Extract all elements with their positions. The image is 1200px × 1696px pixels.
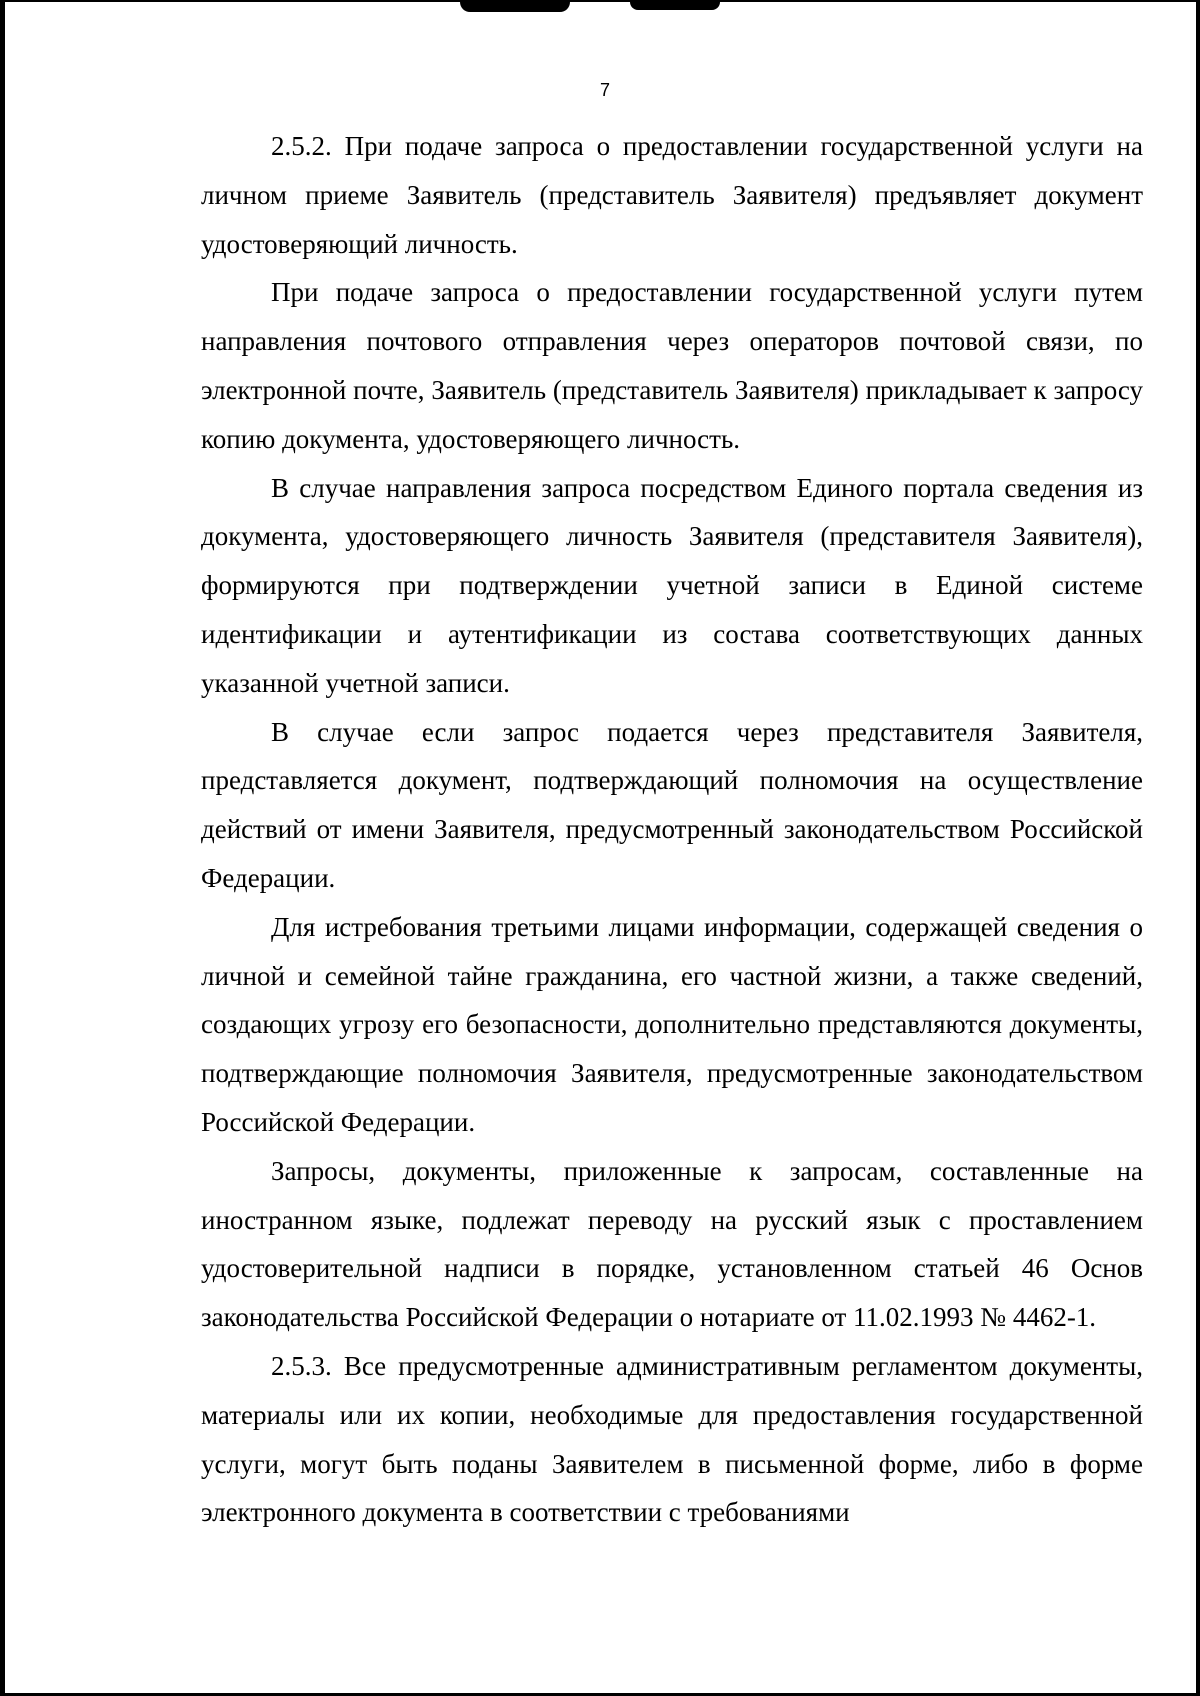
paragraph-unified-portal: В случае направления запроса посредством Единого портала сведения из документа, удостоверяющего личность Заявителя (представителя Заявителя), формируются при подтверждении учетной записи в Единой системе идентификации и аутентификации из состава соответствующих данных указанной учетной записи. [201, 472, 1143, 698]
paragraph-2-5-3: 2.5.3. Все предусмотренные административным регламентом документы, материалы или их копии, необходимые для предоставления государственной услуги, могут быть поданы Заявителем в письменной форме, либо в форме электронного документа в соответствии с требованиями [201, 1350, 1143, 1528]
paragraph-postal-submission: При подаче запроса о предоставлении государственной услуги путем направления почтового отправления через операторов почтовой связи, по электронной почте, Заявитель (представитель Заявителя) прикладывает к запросу копию документа, удостоверяющего личность. [201, 277, 1143, 454]
page-number: 7 [599, 80, 610, 100]
scan-artifact [460, 2, 570, 12]
paragraph-third-parties: Для истребования третьими лицами информации, содержащей сведения о личной и семейной тайне гражданина, его частной жизни, а также сведений, создающих угрозу его безопасности, дополнительно представляются документы, подтверждающие полномочия Заявителя, предусмотренные законодательством Российской Федерации. [201, 911, 1143, 1137]
paragraph-representative: В случае если запрос подается через представителя Заявителя, представляется документ, подтверждающий полномочия на осуществление действий от имени Заявителя, предусмотренный законодательством Российской Федерации. [201, 716, 1143, 893]
paragraph-2-5-2: 2.5.2. При подаче запроса о предоставлении государственной услуги на личном приеме Заявитель (представитель Заявителя) предъявляет документ удостоверяющий личность. [201, 131, 1143, 259]
paragraph-foreign-language: Запросы, документы, приложенные к запросам, составленные на иностранном языке, подлежат переводу на русский язык с проставлением удостоверительной надписи в порядке, установленном статьей 46 Основ законодательства Российской Федерации о нотариате от 11.02.1993 № 4462-1. [201, 1155, 1143, 1333]
document-body [201, 122, 1143, 1537]
scan-artifact [630, 2, 720, 10]
